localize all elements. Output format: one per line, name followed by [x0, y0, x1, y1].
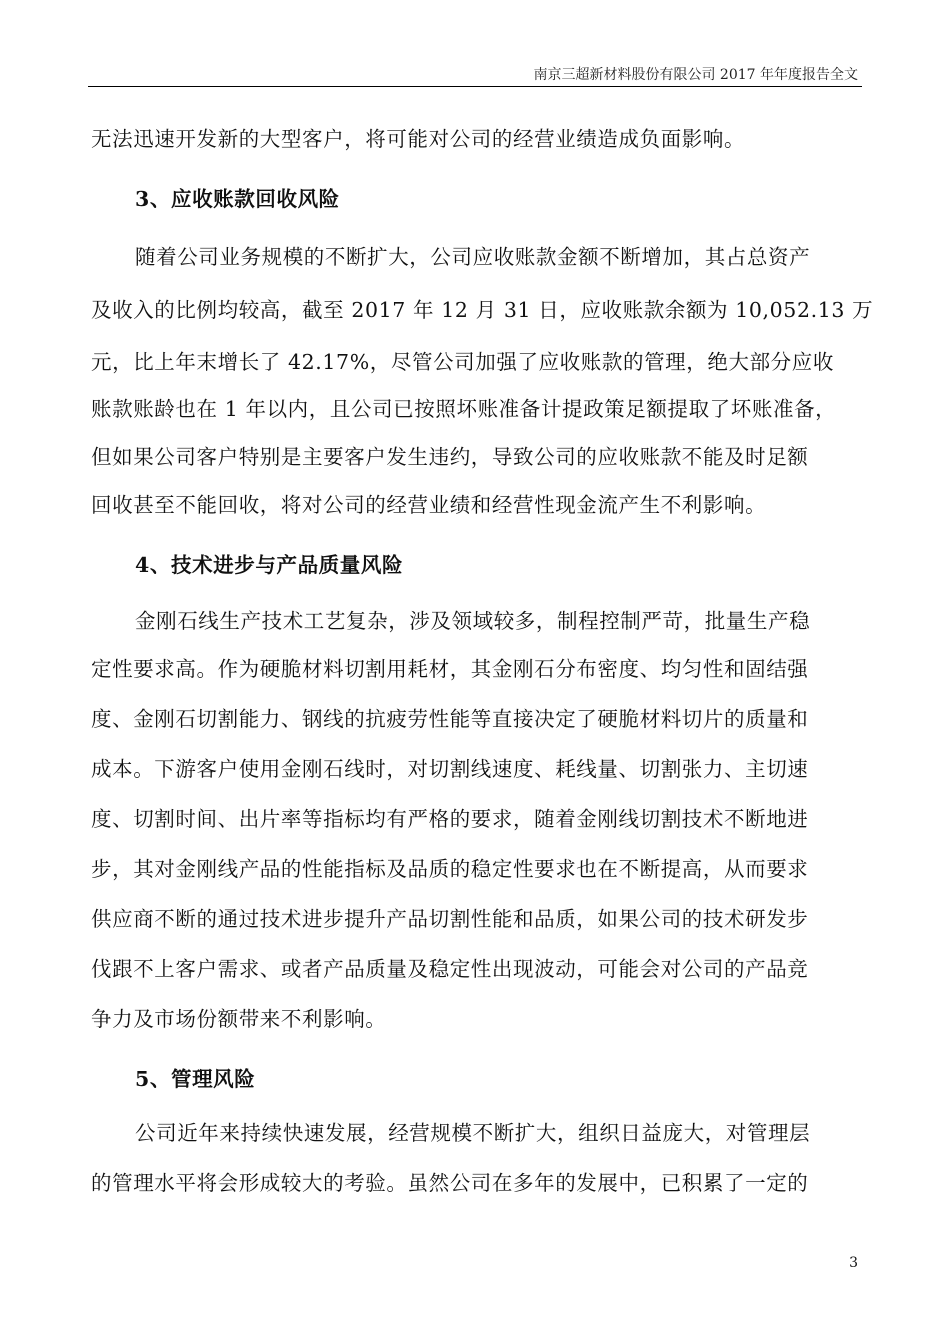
paragraph-line: 度、切割时间、出片率等指标均有严格的要求，随着金刚线切割技术不断地进	[91, 807, 809, 831]
section-heading-receivables: 3、应收账款回收风险	[135, 187, 340, 211]
page-number: 3	[849, 1255, 858, 1271]
paragraph-line: 金刚石线生产技术工艺复杂，涉及领域较多，制程控制严苛，批量生产稳	[135, 609, 811, 633]
paragraph-line: 争力及市场份额带来不利影响。	[91, 1007, 387, 1031]
paragraph-line: 及收入的比例均较高，截至 2017 年 12 月 31 日，应收账款余额为 10,052.13 万	[91, 298, 874, 322]
paragraph-line: 定性要求高。作为硬脆材料切割用耗材，其金刚石分布密度、均匀性和固结强	[91, 657, 809, 681]
paragraph-line: 的管理水平将会形成较大的考验。虽然公司在多年的发展中，已积累了一定的	[91, 1171, 809, 1195]
paragraph-line: 度、金刚石切割能力、钢线的抗疲劳性能等直接决定了硬脆材料切片的质量和	[91, 707, 809, 731]
paragraph-line: 步，其对金刚线产品的性能指标及品质的稳定性要求也在不断提高，从而要求	[91, 857, 809, 881]
paragraph-line: 伐跟不上客户需求、或者产品质量及稳定性出现波动，可能会对公司的产品竞	[91, 957, 809, 981]
paragraph-line: 回收甚至不能回收，将对公司的经营业绩和经营性现金流产生不利影响。	[91, 493, 767, 517]
paragraph-line: 元，比上年末增长了 42.17%，尽管公司加强了应收账款的管理，绝大部分应收	[91, 350, 834, 374]
section-heading-technology: 4、技术进步与产品质量风险	[135, 553, 404, 577]
paragraph-line: 随着公司业务规模的不断扩大，公司应收账款金额不断增加，其占总资产	[135, 245, 811, 269]
paragraph-line: 但如果公司客户特别是主要客户发生违约，导致公司的应收账款不能及时足额	[91, 445, 809, 469]
paragraph-line: 成本。下游客户使用金刚石线时，对切割线速度、耗线量、切割张力、主切速	[91, 757, 809, 781]
header-divider	[88, 86, 862, 87]
paragraph-line: 供应商不断的通过技术进步提升产品切割性能和品质，如果公司的技术研发步	[91, 907, 809, 931]
paragraph-line: 无法迅速开发新的大型客户，将可能对公司的经营业绩造成负面影响。	[91, 127, 746, 151]
paragraph-line: 公司近年来持续快速发展，经营规模不断扩大，组织日益庞大，对管理层	[135, 1121, 811, 1145]
paragraph-line: 账款账龄也在 1 年以内，且公司已按照坏账准备计提政策足额提取了坏账准备，	[91, 397, 837, 421]
page-header-title: 南京三超新材料股份有限公司 2017 年年度报告全文	[533, 67, 858, 83]
section-heading-management: 5、管理风险	[135, 1067, 256, 1091]
